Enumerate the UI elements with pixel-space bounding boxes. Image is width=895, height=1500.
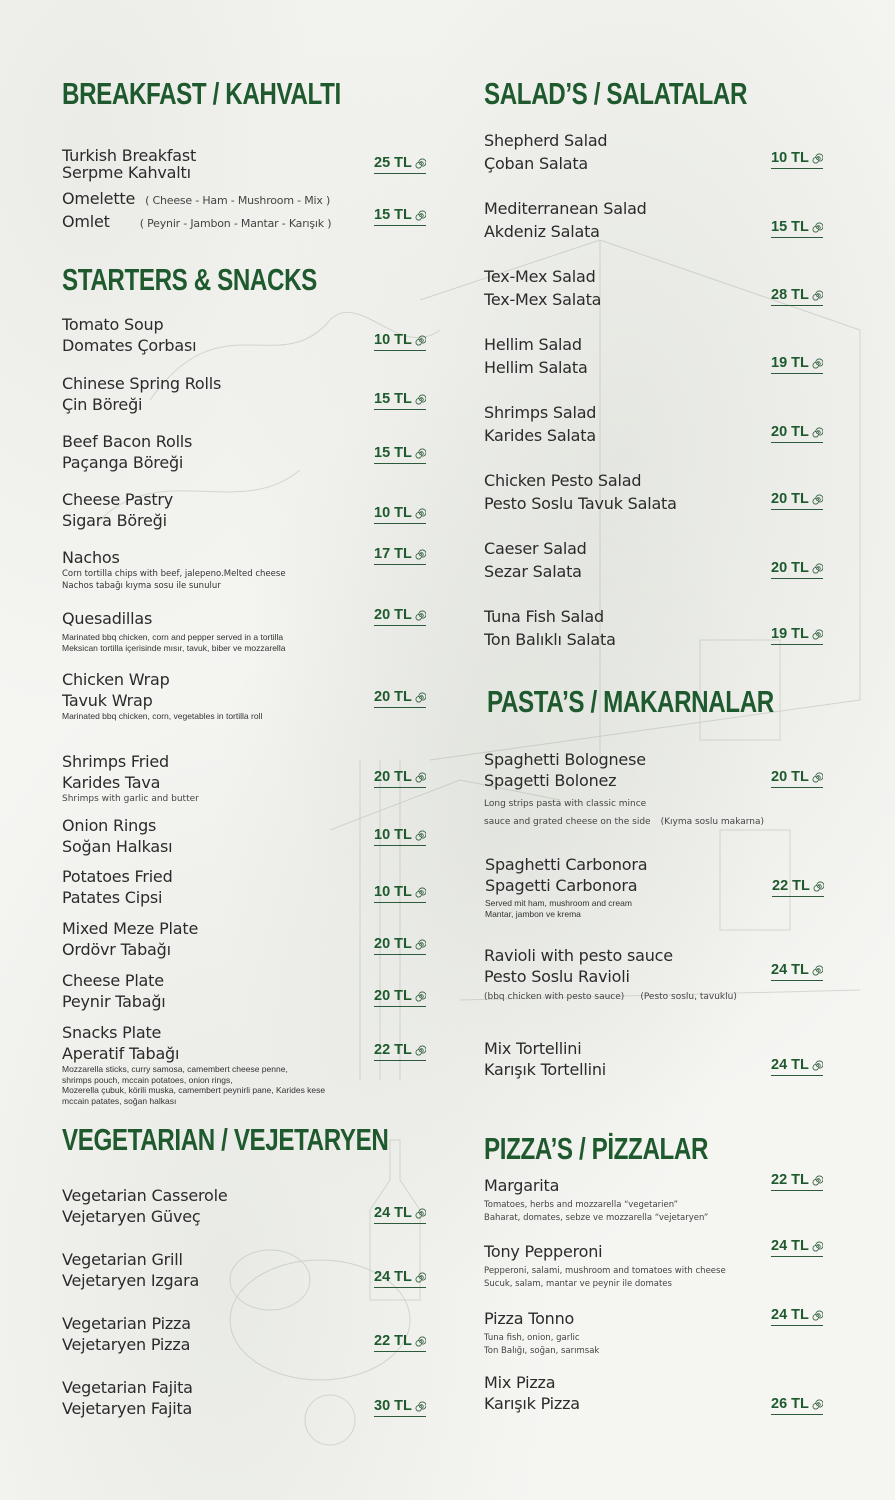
item-name: Cheese Plate (62, 971, 164, 990)
menu-item (62, 751, 437, 806)
item-price (374, 936, 426, 955)
price-text: 24 TL (771, 1057, 809, 1073)
item-name-tr: Karides Tava (62, 773, 161, 792)
item-name: Spaghetti Carbonora (485, 855, 648, 874)
price-text: 20 TL (374, 689, 412, 705)
price-text: 15 TL (374, 207, 412, 223)
item-name: Mediterranean Salad (484, 199, 647, 218)
item-name: Tony Pepperoni (484, 1242, 603, 1261)
menu-item (484, 1308, 834, 1358)
swirl-icon (813, 881, 824, 892)
item-description-tr: Meksican tortilla içerisinde mısır, tavuk, biber ve mozzarella (62, 643, 286, 653)
item-name-tr: Çoban Salata (484, 154, 589, 173)
item-name-tr: Sigara Böreği (62, 511, 167, 530)
item-name: Shrimps Salad (484, 403, 597, 422)
item-name: Ravioli with pesto sauce (484, 946, 673, 965)
swirl-icon (415, 939, 426, 950)
item-price (771, 560, 823, 579)
price-text: 19 TL (771, 626, 809, 642)
item-price (771, 1396, 823, 1415)
menu-item (484, 470, 834, 514)
item-description: Served mit ham, mushroom and cream (485, 898, 632, 908)
item-price (374, 546, 426, 565)
item-description-tr: (Pesto soslu, tavuklu) (640, 992, 737, 1002)
swirl-icon (812, 222, 823, 233)
item-price (771, 1057, 823, 1076)
menu-item (62, 970, 437, 1012)
price-text: 20 TL (771, 560, 809, 576)
price-text: 22 TL (772, 878, 810, 894)
item-price (771, 626, 823, 645)
item-price (374, 1398, 426, 1417)
section-title-pizzas: PIZZA’S / PİZZALAR (484, 1131, 709, 1166)
item-name-tr: Karışık Pizza (484, 1394, 580, 1413)
swirl-icon (812, 965, 823, 976)
item-name-tr: Domates Çorbası (62, 336, 197, 355)
swirl-icon (812, 1399, 823, 1410)
item-name-tr: Vejetaryen Güveç (62, 1207, 201, 1226)
item-name: Mix Pizza (484, 1373, 556, 1392)
item-price (374, 1269, 426, 1288)
item-name-tr: Çin Böreği (62, 395, 143, 414)
menu-item (484, 1372, 834, 1414)
item-price (771, 150, 823, 169)
swirl-icon (415, 1208, 426, 1219)
item-description-tr: Mantar, jambon ve krema (485, 909, 581, 919)
menu-item (62, 1377, 437, 1419)
item-name-tr: Vejetaryen Pizza (62, 1335, 191, 1354)
menu-item (485, 854, 834, 920)
item-name-tr: Akdeniz Salata (484, 222, 600, 241)
price-text: 24 TL (374, 1205, 412, 1221)
item-name-tr: Spagetti Bolonez (484, 771, 617, 790)
price-text: 10 TL (374, 827, 412, 843)
item-price (374, 1042, 426, 1061)
item-name: Vegetarian Casserole (62, 1186, 228, 1205)
item-price (771, 1307, 823, 1326)
item-price (771, 1172, 823, 1191)
swirl-icon (415, 991, 426, 1002)
menu-item (484, 266, 834, 310)
item-description: Long strips pasta with classic mince (484, 799, 647, 809)
item-price (771, 769, 823, 788)
price-text: 20 TL (374, 936, 412, 952)
price-text: 10 TL (374, 505, 412, 521)
menu-item (62, 489, 437, 531)
item-name: Tex-Mex Salad (484, 267, 596, 286)
swirl-icon (415, 1045, 426, 1056)
swirl-icon (812, 358, 823, 369)
item-name-tr: Aperatif Tabağı (62, 1044, 180, 1063)
item-name: Spaghetti Bolognese (484, 750, 646, 769)
price-text: 10 TL (374, 884, 412, 900)
menu-item (62, 145, 437, 183)
item-price (771, 355, 823, 374)
menu-item (62, 669, 437, 722)
item-name: Hellim Salad (484, 335, 582, 354)
swirl-icon (812, 1310, 823, 1321)
menu-item (62, 866, 437, 908)
menu-item (484, 198, 834, 242)
item-name-tr: Tavuk Wrap (62, 691, 153, 710)
menu-item (62, 608, 437, 654)
price-text: 20 TL (771, 491, 809, 507)
swirl-icon (415, 1336, 426, 1347)
menu-item (62, 314, 437, 356)
item-name-tr: Paçanga Böreği (62, 453, 184, 472)
item-price (374, 445, 426, 464)
swirl-icon (415, 335, 426, 346)
item-name-tr: Karışık Tortellini (484, 1060, 607, 1079)
item-description: Tomatoes, herbs and mozzarella “vegetarien” (484, 1200, 679, 1210)
price-text: 24 TL (771, 1307, 809, 1323)
section-title-pastas: PASTA’S / MAKARNALAR (487, 684, 774, 719)
item-name-tr: Spagetti Carbonora (485, 876, 638, 895)
swirl-icon (415, 887, 426, 898)
item-description: Shrimps with garlic and butter (62, 794, 199, 804)
item-name-tr: Sezar Salata (484, 562, 582, 581)
item-name: Shrimps Fried (62, 752, 169, 771)
item-price (374, 391, 426, 410)
swirl-icon (415, 1272, 426, 1283)
item-description-tr: Baharat, domates, sebze ve mozzarella “vejetaryen” (484, 1213, 709, 1223)
item-options-tr: ( Peynir - Jambon - Mantar - Karışık ) (139, 217, 332, 230)
item-name: Chicken Wrap (62, 670, 170, 689)
menu-item (62, 373, 437, 415)
price-text: 30 TL (374, 1398, 412, 1414)
item-price (771, 219, 823, 238)
menu-item (484, 945, 834, 1004)
price-text: 15 TL (374, 445, 412, 461)
item-name-tr: Omlet (62, 212, 110, 231)
swirl-icon (812, 494, 823, 505)
menu-item (484, 538, 834, 582)
section-title-starters: STARTERS & SNACKS (62, 262, 317, 297)
swirl-icon (812, 153, 823, 164)
item-name-tr: Patates Cipsi (62, 888, 163, 907)
item-name: Turkish Breakfast (62, 146, 197, 165)
item-name-tr: Peynir Tabağı (62, 992, 166, 1011)
item-name-tr: Tex-Mex Salata (484, 290, 602, 309)
item-description-tr: Nachos tabağı kıyma sosu ile sunulur (62, 581, 221, 591)
item-name: Onion Rings (62, 816, 157, 835)
item-price (771, 424, 823, 443)
item-name: Chinese Spring Rolls (62, 374, 222, 393)
item-price (374, 769, 426, 788)
item-name-tr: Vejetaryen Izgara (62, 1271, 200, 1290)
swirl-icon (415, 1401, 426, 1412)
price-text: 15 TL (771, 219, 809, 235)
item-name: Cheese Pastry (62, 490, 174, 509)
swirl-icon (415, 772, 426, 783)
section-title-salads: SALAD’S / SALATALAR (484, 76, 748, 111)
item-price (771, 491, 823, 510)
item-name: Vegetarian Fajita (62, 1378, 193, 1397)
item-options: ( Cheese - Ham - Mushroom - Mix ) (145, 194, 331, 207)
price-text: 25 TL (374, 155, 412, 171)
item-name: Margarita (484, 1176, 560, 1195)
price-text: 24 TL (374, 1269, 412, 1285)
item-name: Beef Bacon Rolls (62, 432, 193, 451)
menu-item (62, 1022, 437, 1106)
item-price (771, 962, 823, 981)
price-text: 20 TL (374, 769, 412, 785)
item-name: Caeser Salad (484, 539, 587, 558)
item-price (374, 332, 426, 351)
swirl-icon (812, 629, 823, 640)
item-name-tr: Serpme Kahvaltı (62, 163, 191, 182)
price-text: 10 TL (374, 332, 412, 348)
item-name-tr: Vejetaryen Fajita (62, 1399, 193, 1418)
price-text: 15 TL (374, 391, 412, 407)
menu-item (484, 402, 834, 446)
item-description: Marinated bbq chicken, corn and pepper served in a tortilla (62, 632, 284, 642)
item-price (374, 689, 426, 708)
item-description-tr: Mozerella çubuk, körili muska, camembert peynirli pane, Karides kese (62, 1085, 326, 1095)
menu-item (484, 1172, 834, 1225)
swirl-icon (415, 508, 426, 519)
item-description: Marinated bbq chicken, corn, vegetables in tortilla roll (62, 711, 263, 721)
item-description-tr: Ton Balığı, soğan, sarımsak (484, 1346, 600, 1356)
item-name: Tuna Fish Salad (484, 607, 604, 626)
price-text: 20 TL (374, 607, 412, 623)
item-description: Pepperoni, salami, mushroom and tomatoes with cheese (484, 1266, 726, 1276)
item-price (374, 1205, 426, 1224)
section-title-vegetarian: VEGETARIAN / VEJETARYEN (62, 1122, 389, 1157)
item-price (772, 878, 824, 897)
price-text: 10 TL (771, 150, 809, 166)
menu-item (62, 431, 437, 473)
swirl-icon (415, 394, 426, 405)
item-name: Pizza Tonno (484, 1309, 575, 1328)
swirl-icon (812, 427, 823, 438)
menu-item (62, 1249, 437, 1291)
menu-item (62, 188, 437, 234)
menu-item (484, 749, 834, 831)
item-description: Mozzarella sticks, curry samosa, camembert cheese penne, (62, 1064, 288, 1074)
menu-item (484, 1038, 834, 1080)
price-text: 20 TL (374, 988, 412, 1004)
item-name: Mixed Meze Plate (62, 919, 199, 938)
item-description-tr: mccain patates, soğan halkası (62, 1095, 177, 1106)
menu-item (484, 130, 834, 174)
item-price (374, 607, 426, 626)
item-name: Vegetarian Grill (62, 1250, 183, 1269)
swirl-icon (415, 549, 426, 560)
price-text: 17 TL (374, 546, 412, 562)
item-price (374, 155, 426, 174)
price-text: 24 TL (771, 1238, 809, 1254)
item-name-tr: Pesto Soslu Tavuk Salata (484, 494, 677, 513)
swirl-icon (812, 1241, 823, 1252)
item-name: Nachos (62, 548, 120, 567)
menu-item (484, 606, 834, 650)
item-price (374, 988, 426, 1007)
price-text: 22 TL (771, 1172, 809, 1188)
swirl-icon (415, 610, 426, 621)
item-name: Chicken Pesto Salad (484, 471, 642, 490)
item-price (374, 505, 426, 524)
menu-item (62, 1313, 437, 1355)
swirl-icon (415, 830, 426, 841)
item-price (374, 884, 426, 903)
item-name: Shepherd Salad (484, 131, 608, 150)
price-text: 20 TL (771, 424, 809, 440)
price-text: 24 TL (771, 962, 809, 978)
item-name-tr: Ton Balıklı Salata (484, 630, 616, 649)
item-name: Potatoes Fried (62, 867, 173, 886)
menu-item (62, 918, 437, 960)
menu-item (62, 815, 437, 857)
item-name: Quesadillas (62, 609, 153, 628)
item-description: Corn tortilla chips with beef, jalepeno.Melted cheese (62, 569, 286, 579)
item-name-tr: Karides Salata (484, 426, 596, 445)
menu-item (62, 547, 437, 592)
swirl-icon (415, 210, 426, 221)
swirl-icon (415, 158, 426, 169)
menu-item (484, 1238, 834, 1291)
item-price (771, 1238, 823, 1257)
price-text: 26 TL (771, 1396, 809, 1412)
item-name: Snacks Plate (62, 1023, 162, 1042)
menu-item (62, 1185, 437, 1227)
item-name-tr: Soğan Halkası (62, 837, 173, 856)
item-description-tr: Sucuk, salam, mantar ve peynir ile domates (484, 1279, 672, 1289)
item-name-tr: Pesto Soslu Ravioli (484, 967, 630, 986)
item-name: Tomato Soup (62, 315, 164, 334)
item-description-tr: (Kıyma soslu makarna) (660, 817, 765, 827)
swirl-icon (812, 772, 823, 783)
price-text: 22 TL (374, 1042, 412, 1058)
menu-item (484, 334, 834, 378)
swirl-icon (812, 563, 823, 574)
swirl-icon (415, 448, 426, 459)
item-price (374, 1333, 426, 1352)
item-description: Tuna fish, onion, garlic (484, 1333, 580, 1343)
item-name: Mix Tortellini (484, 1039, 582, 1058)
item-name-tr: Ordövr Tabağı (62, 940, 171, 959)
item-name: Omelette (62, 189, 136, 208)
price-text: 22 TL (374, 1333, 412, 1349)
swirl-icon (812, 1175, 823, 1186)
price-text: 28 TL (771, 287, 809, 303)
item-description: sauce and grated cheese on the side (484, 817, 651, 827)
item-price (771, 287, 823, 306)
swirl-icon (812, 1060, 823, 1071)
item-price (374, 827, 426, 846)
item-name: Vegetarian Pizza (62, 1314, 191, 1333)
item-description: shrimps pouch, mccain potatoes, onion rings, (62, 1074, 233, 1085)
swirl-icon (415, 692, 426, 703)
swirl-icon (812, 290, 823, 301)
item-description: (bbq chicken with pesto sauce) (484, 992, 625, 1002)
price-text: 20 TL (771, 769, 809, 785)
price-text: 19 TL (771, 355, 809, 371)
section-title-breakfast: BREAKFAST / KAHVALTI (62, 76, 341, 111)
item-price (374, 207, 426, 226)
item-name-tr: Hellim Salata (484, 358, 588, 377)
